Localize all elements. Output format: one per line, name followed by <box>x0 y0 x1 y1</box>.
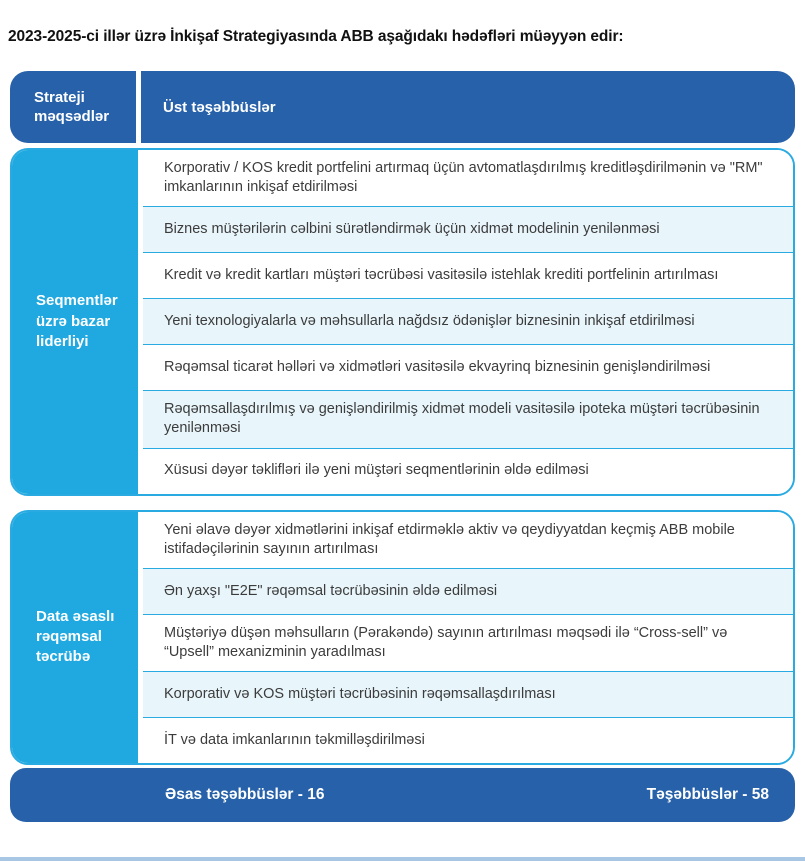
initiative-text: Ən yaxşı "E2E" rəqəmsal təcrübəsinin əldə edilməsi <box>164 582 498 599</box>
initiative-row <box>143 717 793 763</box>
goal-cell <box>12 512 138 764</box>
initiative-text: Müştəriyə düşən məhsulların (Pərakəndə) sayının artırılması məqsədi ilə “Cross-sell” və “Upsell” mexanizminin yaradılması <box>164 624 728 660</box>
initiative-row <box>143 252 793 298</box>
initiative-text: İT və data imkanlarının təkmilləşdirilməsi <box>164 731 425 748</box>
initiative-row <box>143 206 793 252</box>
goal-section <box>10 148 795 496</box>
footer-main-initiatives-count: Əsas təşəbbüslər - 16 <box>165 786 325 803</box>
header-strategic-goals-label: Strateji məqsədlər <box>34 88 110 125</box>
strategy-table <box>10 71 795 765</box>
initiative-text: Biznes müştərilərin cəlbini sürətləndirmək üçün xidmət modelinin yenilənməsi <box>164 221 660 238</box>
initiative-row <box>143 671 793 717</box>
table-header <box>10 71 795 143</box>
initiatives-list <box>143 150 793 494</box>
initiative-row <box>143 448 793 494</box>
initiative-text: Korporativ və KOS müştəri təcrübəsinin rəqəmsallaşdırılması <box>164 685 556 702</box>
initiative-row <box>143 298 793 344</box>
goal-cell <box>12 150 138 494</box>
initiative-text: Korporativ / KOS kredit portfelini artırmaq üçün avtomatlaşdırılmış kreditləşdirilmənin və "RM" imkanlarının inkişaf etdirilməsi <box>164 160 763 196</box>
goal-label: Data əsaslı rəqəmsal təcrübə <box>36 607 115 666</box>
initiative-text: Xüsusi dəyər təklifləri ilə yeni müştəri seqmentlərinin əldə edilməsi <box>164 462 589 479</box>
goal-label: Seqmentlər üzrə bazar liderliyi <box>36 292 118 350</box>
initiative-text: Yeni əlavə dəyər xidmətlərini inkişaf etdirməklə aktiv və qeydiyyatdan keçmiş ABB mobile istifadəçilərinin sayının artırılması <box>164 521 735 557</box>
initiative-text: Yeni texnologiyalarla və məhsullarla nağdsız ödənişlər biznesinin inkişaf etdirilməsi <box>164 313 695 330</box>
initiative-row <box>143 150 793 206</box>
initiative-row <box>143 344 793 390</box>
footer-initiatives-count: Təşəbbüslər - 58 <box>646 786 769 803</box>
initiative-text: Rəqəmsallaşdırılmış və genişləndirilmiş xidmət modeli vasitəsilə ipoteka müştəri təcrübəsinin yenilənməsi <box>164 401 760 437</box>
header-cell-strategic-goals <box>10 71 136 143</box>
bottom-accent-strip <box>0 857 805 861</box>
initiative-text: Kredit və kredit kartları müştəri təcrübəsi vasitəsilə istehlak krediti portfelinin artırılması <box>164 267 719 284</box>
sections-container <box>10 148 795 765</box>
initiative-row <box>143 568 793 614</box>
initiative-text: Rəqəmsal ticarət həlləri və xidmətləri vasitəsilə ekvayrinq biznesinin genişləndirilməsi <box>164 359 711 376</box>
initiative-row <box>143 614 793 671</box>
initiatives-list <box>143 512 793 764</box>
initiative-row <box>143 512 793 568</box>
footer-bar <box>10 768 795 822</box>
page-title: 2023-2025-ci illər üzrə İnkişaf Strategiyasında ABB aşağıdakı hədəfləri müəyyən edir: <box>8 28 624 45</box>
initiative-row <box>143 390 793 447</box>
header-cell-top-initiatives <box>141 71 795 143</box>
header-top-initiatives-label: Üst təşəbbüslər <box>163 98 276 116</box>
goal-section <box>10 510 795 766</box>
